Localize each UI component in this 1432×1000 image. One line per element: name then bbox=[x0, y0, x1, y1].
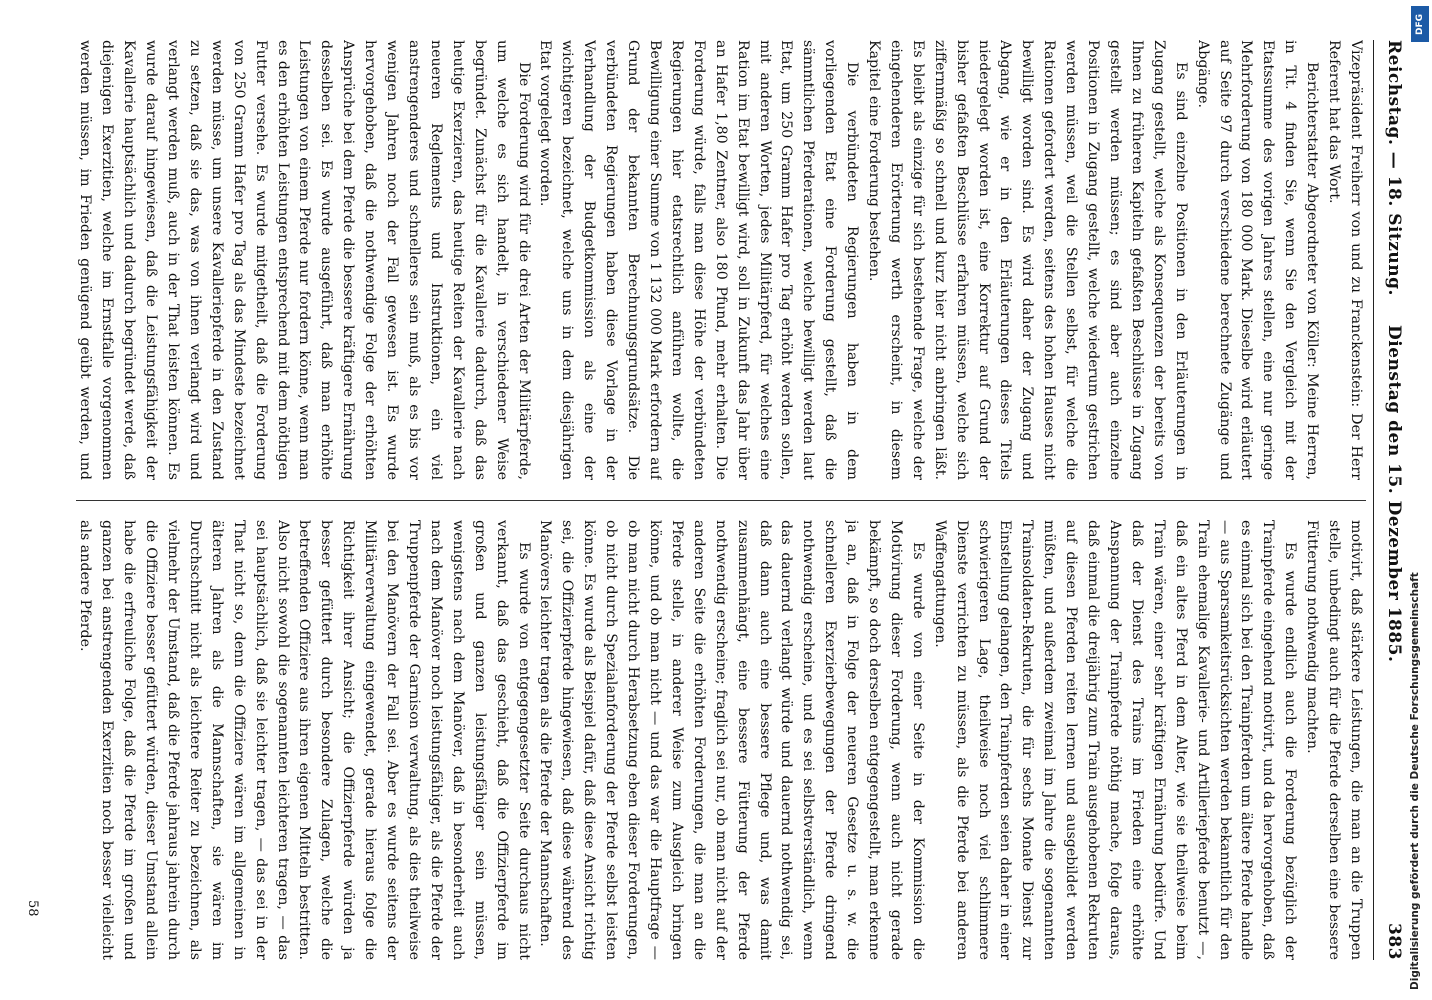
paragraph: Es sind einzelne Positionen in den Erläuterungen in Zugang gestellt, welche als Konsequenzen der bereits von Ihnen zu früheren Kapiteln gefaßten Beschlüsse in Zugang gestellt werden müssen; es sind aber auch einzelne Positionen in Zugang gestellt, welche wiederum gestrichen werden müssen, weil die Stellen selbst, für welche die Rationen gefordert werden, seitens des hohen Hauses nicht bewilligt worden sind. Es wird daher der Zugang und Abgang, wie er in den Erläuterungen dieses Titels niedergelegt worden ist, eine Korrektur auf Grund der bisher gefaßten Beschlüsse erfahren müssen, welche sich ziffernmäßig so schnell und kurz hier nicht anbringen läßt. Es bleibt als einzige für sich bestehende Frage, welche der eingehenderen Erörterung werth erscheint, in diesem Kapitel eine Forderung bestehen. bbox=[866, 40, 1189, 480]
paragraph: Es wurde endlich auch die Forderung bezüglich der Trainpferde eingehend motivirt, und da hervorgehoben, daß es einmal sich bei den Trainpferden um ältere Pferde handle — aus Sparsamkeitsrücksichten werden bekanntlich für den Train ehemalige Kavallerie- und Artilleriepferde benutzt —, daß ein altes Pferd in dem Alter, wie sie theilweise beim Train wären, einer sehr kräftigen Ernährung bedürfe. Und daß der Dienst des Trains im Frieden eine erhöhte Anspannung der Trainpferde nöthig mache, folge daraus, daß einmal die dreijährig zum Train ausgehobenen Rekruten auf diesen Pferden reiten lernen und ausgebildet werden müßten, und außerdem zweimal im Jahre die sogenannten Trainsoldaten-Rekruten, die für sechs Monate Dienst zur Einstellung gelangen, den Trainpferden seien daher in einer schwierigeren Lage, theilweise noch viel schlimmere Dienste verrichten zu müssen, als die Pferde bei anderen Waffengattungen. bbox=[931, 520, 1299, 960]
paragraph: Die verbündeten Regierungen haben in dem vorliegenden Etat eine Forderung gestellt, daß die sämmtlichen Pferderationen, welche bewilligt werden laut Etat, um 250 Gramm Hafer pro Tag erhöht werden sollen, mit anderen Worten, jedes Militärpferd, für welches eine Ration im Etat bewilligt wird, soll in Zukunft das Jahr über an Hafer 1,80 Zentner, also 180 Pfund, mehr erhalten. Die Forderung würde, falls man diese Höhe der verbündeten Regierungen hier etatsrechtlich anführen wollte, die Bewilligung einer Summe von 1 132 000 Mark erfordern auf Grund der bekannten Berechnungsgrundsätze. Die verbündeten Regierungen haben diese Vorlage in der Verhandlung der Budgetkommission als eine der wichtigeren bezeichnet, welche uns in dem diesjährigen Etat vorgelegt worden. bbox=[537, 40, 861, 480]
signature-mark: 58 bbox=[25, 900, 40, 917]
column-divider bbox=[76, 500, 1366, 501]
text-column-left bbox=[76, 40, 1366, 480]
digitization-note bbox=[1405, 0, 1432, 1000]
paragraph: Berichterstatter Abgeordneter von Köller: Meine Herren, in Tit. 4 finden Sie, wenn Sie den Vergleich mit der Etatssumme des vorigen Jahres stellen, eine nur geringe Mehrforderung von 180 000 Mark. Dieselbe wird erläutert auf Seite 97 durch verschiedene berechnete Zugänge und Abgänge. bbox=[1194, 40, 1321, 480]
paragraph: Es wurde von einer Seite in der Kommission die Motivirung dieser Forderung, wenn auch nicht gerade bekämpft, so doch derselben entgegengestellt, man erkenne ja an, daß in Folge der neueren Gesetze u. s. w. die schnelleren Exerzierbewegungen der Pferde dringend nothwendig erscheine, und es sei selbstverständlich, wenn das dauernd verlangt würde und dauernd nothwendig sei, daß dann auch eine bessere Pflege und, was damit zusammenhängt, eine bessere Fütterung der Pferde nothwendig erscheine; fraglich sei nur, ob man nicht auf der anderen Seite die erhöhten Forderungen, die man an die Pferde stelle, in anderer Weise zum Ausgleich bringen könne, und ob man nicht — und das war die Hauptfrage — ob man nicht durch Herabsetzung eben dieser Forderungen, ob nicht durch Spezialanforderung der Pferde selbst leisten könne. Es wurde als Beispiel dafür, daß diese Ansicht richtig sei, die Offizierpferde hingewiesen, daß diese während des Manövers leichter tragen als die Pferde der Mannschaften. bbox=[537, 520, 926, 960]
header-date: Dienstag den 15. Dezember 1885. bbox=[1384, 325, 1404, 663]
header-rule bbox=[1373, 40, 1374, 960]
header-session: Reichstag. — 18. Sitzung. bbox=[1384, 40, 1404, 296]
paragraph: Es wurde von entgegengesetzter Seite durchaus nicht verkannt, daß das geschieht, daß die Offizierpferde im großen und ganzen leistungsfähiger sein müssen, wenigstens nach dem Manöver, daß in besonderheit auch nach dem Manöver noch leistungsfähiger, als die Pferde der Truppenpferde der Garnison verwaltung, als dies theilweise bei den Manövern der Fall sei. Aber es wurde seitens der Militärverwaltung eingewendet, gerade hieraus folge die Richtigkeit ihrer Ansicht; die Offizierpferde würden ja besser gefüttert durch besondere Zulagen, welche die betreffenden Offiziere aus ihren eigenen Mitteln bestritten. Also nicht sowohl die sogenannten leichteren tragen, — das sei hauptsächlich, daß sie leichter tragen, — das sei in der That nicht so, denn die Offiziere wären im allgemeinen in älteren Jahren als die Mannschaften, sie wären im Durchschnitt nicht als leichtere Reiter zu bezeichnen, als vielmehr der Umstand, daß die Pferde jahraus jahrein durch die Offiziere besser gefüttert würden, dieser Umstand allein habe die erfreuliche Folge, daß die Pferde im großen und ganzen bei anstrengenden Exerzitien noch besser vielleicht als andere Pferde. bbox=[77, 520, 532, 960]
dfg-logo: DFG bbox=[1411, 6, 1429, 42]
page-number: 383 bbox=[1384, 923, 1404, 960]
text-column-right bbox=[76, 520, 1366, 960]
digitization-note-text: Digitalisierung gefördert durch die Deutsche Forschungsgemeinschaft bbox=[1409, 572, 1421, 990]
paragraph: Vizepräsident Freiherr von und zu Franckenstein: Der Herr Referent hat das Wort. bbox=[1326, 40, 1364, 480]
paragraph: motivirt, daß stärkere Leistungen, die man an die Truppen stelle, unbedingt auch für die Pferde derselben eine bessere Fütterung nothwendig machten. bbox=[1304, 520, 1364, 960]
running-header bbox=[1376, 40, 1404, 960]
paragraph: Die Forderung wird für die drei Arten der Militärpferde, um welche es sich handelt, in verschiedener Weise begründet. Zunächst für die Kavallerie dadurch, daß das heutige Exerzieren, das heutige Reiten der Kavallerie nach neueren Reglements und Instruktionen, ein viel anstrengenderes und schnelleres sein muß, als es bis vor wenigen Jahren noch der Fall gewesen ist. Es wurde hervorgehoben, daß die nothwendige Folge der erhöhten Ansprüche bei dem Pferde die bessere kräftigere Ernährung desselben sei. Es wurde ausgeführt, daß man erhöhte Leistungen von einem Pferde nur fordern könne, wenn man es den erhöhten Leistungen entsprechend mit dem nöthigen Futter versehe. Es wurde mitgetheilt, daß die Forderung von 250 Gramm Hafer pro Tag als das Mindeste bezeichnet werden müsse, um unsere Kavalleriepferde in den Zustand zu setzen, daß sie das, was von ihnen verlangt wird und verlangt werden muß, auch in der That leisten können. Es wurde darauf hingewiesen, daß die Leistungsfähigkeit der Kavallerie hauptsächlich und dadurch begründet werde, daß diejenigen Exerzitien, welche im Ernstfalle vorgenommen werden müssen, im Frieden genügend geübt werden, und bbox=[77, 40, 532, 480]
